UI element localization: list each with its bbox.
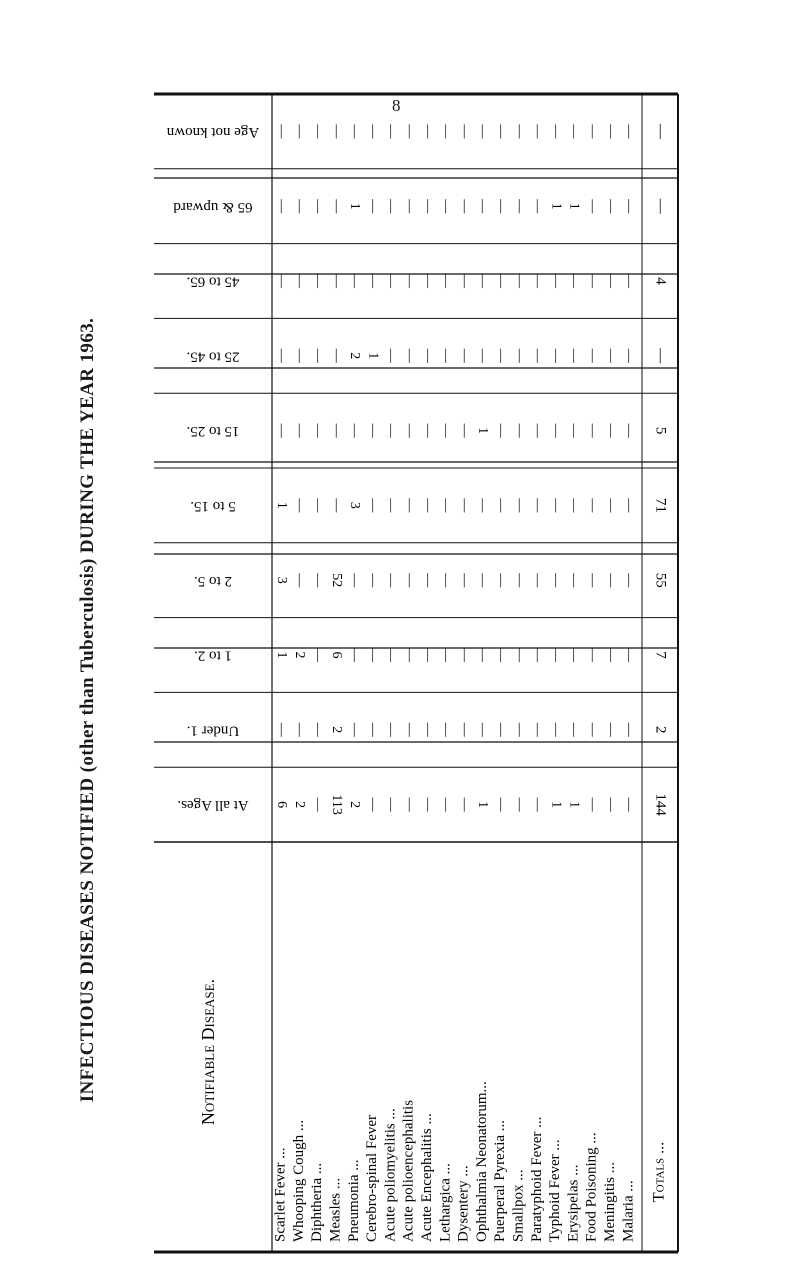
table-cell: — (603, 124, 619, 139)
column-header: 45 to 65. (186, 273, 240, 290)
table-cell: — (548, 722, 564, 737)
table-cell: — (585, 573, 601, 588)
table-cell: — (585, 498, 601, 513)
table-cell: — (328, 274, 344, 288)
column-header: 65 & upward (173, 198, 253, 215)
table-cell: — (511, 348, 527, 363)
table-cell: — (493, 573, 509, 588)
table-cell: — (273, 423, 289, 438)
disease-name: Scarlet Fever ... (272, 1147, 289, 1242)
table-cell: — (456, 348, 472, 363)
table-cell: — (603, 648, 619, 662)
table-cell: 1 (273, 651, 289, 659)
table-cell: 2 (347, 352, 363, 360)
disease-name: Malaria ... (620, 1180, 637, 1242)
table-cell: — (548, 124, 564, 139)
table-cell: 1 (475, 427, 491, 435)
column-header: 5 to 15. (190, 497, 236, 514)
table-cell: — (310, 498, 326, 513)
disease-name: Smallpox ... (510, 1169, 527, 1242)
table-cell: — (585, 722, 601, 737)
table-cell: — (438, 722, 454, 737)
table-cell: — (273, 348, 289, 363)
rotated-table (150, 92, 690, 1272)
table-cell: — (402, 648, 418, 662)
table-cell: — (456, 199, 472, 214)
table-cell: — (530, 722, 546, 737)
table-cell: — (530, 797, 546, 812)
table-cell: — (511, 498, 527, 513)
disease-table (150, 92, 690, 1272)
table-cell: — (511, 423, 527, 438)
table-cell: — (475, 199, 491, 214)
table-cell: — (402, 573, 418, 588)
table-cell: — (456, 274, 472, 288)
table-cell: — (383, 274, 399, 288)
table-cell: 1 (347, 202, 363, 210)
table-cell: — (273, 722, 289, 737)
disease-header: Notifiable Disease. (198, 978, 219, 1126)
table-cell: — (402, 797, 418, 812)
table-cell: 1 (548, 202, 564, 210)
table-cell: 3 (347, 501, 363, 509)
table-cell: — (603, 573, 619, 588)
table-cell: — (365, 423, 381, 438)
table-cell: — (292, 423, 308, 438)
page-number: 8 (392, 96, 401, 115)
table-cell: 1 (475, 801, 491, 809)
table-cell: — (438, 797, 454, 812)
table-cell: — (438, 124, 454, 139)
table-cell: — (493, 274, 509, 288)
table-cell: — (420, 722, 436, 737)
table-cell: — (475, 274, 491, 288)
table-cell: — (621, 423, 637, 438)
disease-name: Whooping Cough ... (290, 1119, 307, 1242)
table-cell: — (365, 498, 381, 513)
table-cell: — (475, 124, 491, 139)
table-cell: — (456, 648, 472, 662)
table-cell: 1 (548, 801, 564, 809)
table-cell: — (511, 648, 527, 662)
disease-name: Erysipelas ... (565, 1164, 582, 1242)
table-cell: — (621, 199, 637, 214)
table-cell: 1 (273, 501, 289, 509)
table-cell: 3 (273, 576, 289, 584)
table-cell: — (621, 722, 637, 737)
table-cell: — (310, 722, 326, 737)
table-cell: — (310, 199, 326, 214)
table-cell: — (621, 124, 637, 139)
table-cell: — (493, 348, 509, 363)
disease-name: Lethargica ... (437, 1163, 454, 1242)
table-cell: — (383, 498, 399, 513)
column-header: At all Ages. (177, 797, 249, 814)
table-cell: — (420, 573, 436, 588)
totals-label: Totals ... (650, 1141, 668, 1203)
table-cell: — (511, 199, 527, 214)
table-cell: — (292, 274, 308, 288)
table-cell: — (603, 348, 619, 363)
column-header: 15 to 25. (186, 423, 240, 440)
table-cell: — (365, 722, 381, 737)
table-cell: — (475, 348, 491, 363)
table-cell: 1 (365, 352, 381, 360)
table-cell: — (621, 498, 637, 513)
table-cell: — (420, 199, 436, 214)
table-cell: — (566, 648, 582, 662)
table-cell: — (530, 199, 546, 214)
total-cell: 7 (652, 651, 669, 659)
disease-name: Pneumonia ... (345, 1159, 362, 1242)
table-cell: 2 (347, 801, 363, 809)
table-cell: — (585, 274, 601, 288)
table-cell: — (603, 274, 619, 288)
table-cell: — (383, 124, 399, 139)
total-cell: 144 (652, 793, 669, 816)
table-cell: — (511, 722, 527, 737)
disease-name: Acute polioencephalitis (400, 1099, 417, 1242)
table-cell: — (530, 498, 546, 513)
table-cell: — (420, 348, 436, 363)
table-cell: — (511, 797, 527, 812)
disease-name: Meningitis ... (601, 1161, 618, 1242)
table-cell: — (493, 722, 509, 737)
total-cell: — (652, 123, 669, 139)
table-cell: — (402, 423, 418, 438)
table-cell: — (530, 274, 546, 288)
column-header: 25 to 45. (186, 348, 240, 365)
table-cell: — (456, 573, 472, 588)
disease-name: Paratyphoid Fever ... (528, 1116, 545, 1242)
disease-name: Puerperal Pyrexia ... (492, 1119, 509, 1242)
table-cell: — (365, 124, 381, 139)
table-cell: 2 (328, 726, 344, 734)
column-header: Age not known (166, 123, 260, 140)
table-cell: — (493, 124, 509, 139)
table-cell: — (402, 498, 418, 513)
table-cell: — (530, 423, 546, 438)
table-cell: — (365, 648, 381, 662)
table-cell: — (603, 722, 619, 737)
table-cell: — (310, 573, 326, 588)
table-cell: — (511, 573, 527, 588)
table-cell: — (310, 274, 326, 288)
table-cell: — (402, 124, 418, 139)
disease-name: Measles ... (327, 1177, 344, 1242)
disease-name: Typhoid Fever ... (547, 1139, 564, 1242)
table-cell: — (347, 648, 363, 662)
total-cell: — (652, 348, 669, 364)
table-cell: — (585, 124, 601, 139)
table-cell: — (347, 274, 363, 288)
disease-name: Diphtheria ... (309, 1162, 326, 1242)
table-cell: 1 (566, 202, 582, 210)
table-cell: — (328, 498, 344, 513)
table-cell: — (292, 199, 308, 214)
table-cell: — (383, 573, 399, 588)
table-cell: — (603, 797, 619, 812)
table-cell: — (566, 722, 582, 737)
table-cell: — (603, 498, 619, 513)
table-cell: — (493, 423, 509, 438)
table-cell: — (402, 722, 418, 737)
table-cell: — (456, 498, 472, 513)
table-cell: — (438, 199, 454, 214)
total-cell: 2 (652, 726, 669, 734)
table-cell: — (548, 573, 564, 588)
table-cell: — (566, 124, 582, 139)
table-cell: — (365, 573, 381, 588)
table-cell: — (420, 423, 436, 438)
disease-name: Cerebro-spinal Fever (364, 1114, 381, 1242)
table-cell: — (383, 199, 399, 214)
table-cell: — (383, 348, 399, 363)
column-header: 2 to 5. (194, 572, 232, 589)
total-cell: 5 (652, 426, 669, 435)
table-cell: — (621, 648, 637, 662)
table-cell: — (456, 797, 472, 812)
table-cell: — (585, 797, 601, 812)
table-cell: — (475, 498, 491, 513)
table-cell: — (585, 423, 601, 438)
table-cell: — (475, 722, 491, 737)
table-cell: — (402, 348, 418, 363)
table-cell: — (438, 648, 454, 662)
table-cell: — (621, 348, 637, 363)
table-cell: — (456, 423, 472, 438)
table-cell: — (566, 274, 582, 288)
table-cell: — (402, 274, 418, 288)
table-cell: — (530, 124, 546, 139)
table-cell: — (273, 124, 289, 139)
table-cell: — (566, 423, 582, 438)
total-cell: 4 (652, 277, 669, 285)
table-cell: — (292, 348, 308, 363)
table-cell: — (621, 274, 637, 288)
table-cell: — (530, 648, 546, 662)
table-cell: — (438, 348, 454, 363)
disease-name: Acute poliomyelitis ... (382, 1108, 399, 1242)
disease-name: Ophthalmia Neonatorum... (473, 1081, 490, 1242)
disease-name: Dysentery ... (455, 1165, 472, 1242)
table-cell: — (475, 648, 491, 662)
column-header: Under 1. (186, 722, 240, 739)
table-cell: — (328, 124, 344, 139)
table-cell: — (292, 573, 308, 588)
table-cell: — (347, 423, 363, 438)
table-cell: — (548, 498, 564, 513)
table-cell: — (603, 423, 619, 438)
table-cell: — (347, 722, 363, 737)
page-title: INFECTIOUS DISEASES NOTIFIED (other than Tuberculosis) DURING THE YEAR 1963. (77, 317, 98, 1103)
table-cell: — (365, 274, 381, 288)
column-header: 1 to 2. (194, 647, 232, 664)
disease-name: Acute Encephalitis ... (418, 1113, 435, 1242)
table-cell: 6 (273, 801, 289, 809)
table-cell: — (530, 348, 546, 363)
table-cell: — (438, 573, 454, 588)
table-cell: — (273, 274, 289, 288)
table-cell: — (585, 648, 601, 662)
table-cell: — (621, 573, 637, 588)
table-cell: 2 (292, 801, 308, 809)
table-cell: — (493, 199, 509, 214)
table-cell: — (365, 797, 381, 812)
table-cell: — (438, 274, 454, 288)
table-cell: — (493, 498, 509, 513)
table-cell: — (420, 498, 436, 513)
table-cell: — (310, 423, 326, 438)
table-cell: 52 (328, 573, 344, 588)
table-cell: — (383, 648, 399, 662)
table-cell: — (456, 722, 472, 737)
table-cell: — (438, 423, 454, 438)
table-cell: — (310, 648, 326, 662)
table-cell: — (548, 423, 564, 438)
table-cell: — (420, 648, 436, 662)
table-cell: — (603, 199, 619, 214)
table-cell: 113 (328, 794, 344, 815)
table-cell: — (328, 348, 344, 363)
table-cell: — (347, 573, 363, 588)
table-cell: — (548, 648, 564, 662)
table-cell: 6 (328, 651, 344, 659)
table-cell: — (511, 274, 527, 288)
table-cell: 2 (292, 651, 308, 659)
table-cell: — (383, 722, 399, 737)
table-cell: — (383, 797, 399, 812)
total-cell: — (652, 198, 669, 214)
table-cell: — (566, 348, 582, 363)
table-cell: — (530, 573, 546, 588)
table-cell: — (511, 124, 527, 139)
total-cell: 55 (652, 572, 669, 588)
table-cell: — (566, 498, 582, 513)
total-cell: 71 (652, 497, 669, 513)
table-cell: — (365, 199, 381, 214)
table-cell: — (292, 498, 308, 513)
table-cell: — (585, 199, 601, 214)
table-cell: — (310, 797, 326, 812)
table-cell: — (292, 124, 308, 139)
table-cell: — (310, 124, 326, 139)
table-cell: — (456, 124, 472, 139)
table-cell: — (566, 573, 582, 588)
table-cell: — (438, 498, 454, 513)
table-cell: — (402, 199, 418, 214)
table-cell: — (383, 423, 399, 438)
table-cell: — (420, 797, 436, 812)
table-cell: — (273, 199, 289, 214)
table-cell: — (310, 348, 326, 363)
table-cell: — (292, 722, 308, 737)
disease-name: Food Poisoning ... (583, 1132, 600, 1242)
table-cell: — (493, 797, 509, 812)
table-cell: — (493, 648, 509, 662)
table-cell: 1 (566, 801, 582, 809)
table-cell: — (548, 348, 564, 363)
table-cell: — (420, 274, 436, 288)
table-cell: — (621, 797, 637, 812)
table-cell: — (328, 423, 344, 438)
table-cell: — (475, 573, 491, 588)
table-cell: — (328, 199, 344, 214)
table-cell: — (347, 124, 363, 139)
table-cell: — (548, 274, 564, 288)
table-cell: — (585, 348, 601, 363)
table-cell: — (420, 124, 436, 139)
